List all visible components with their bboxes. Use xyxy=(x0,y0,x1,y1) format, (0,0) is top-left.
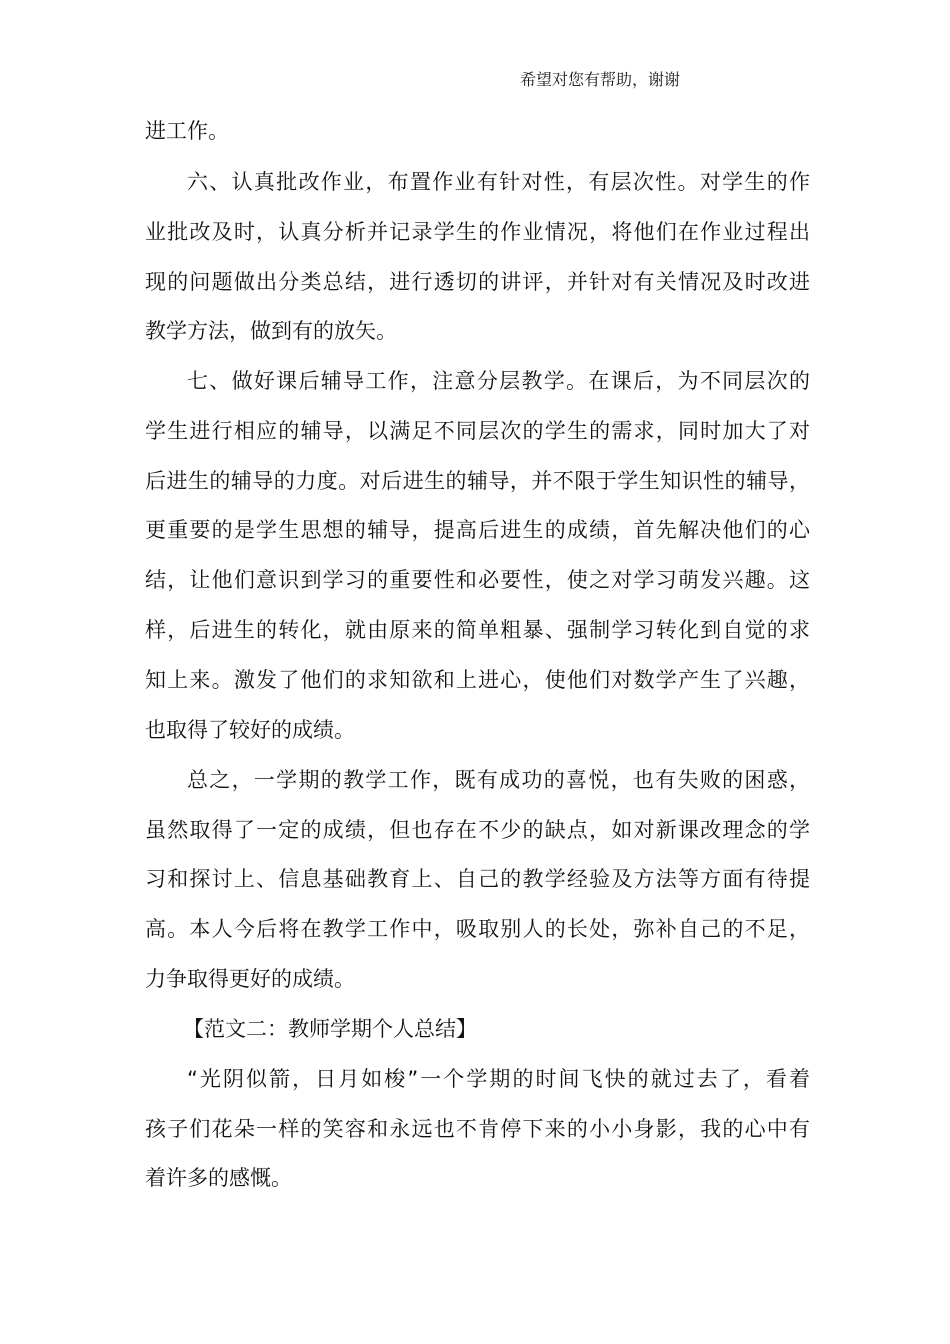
paragraph-line: 更重要的是学生思想的辅导，提高后进生的成绩，首先解决他们的心 xyxy=(145,518,810,542)
paragraph-line: 样，后进生的转化，就由原来的简单粗暴、强制学习转化到自觉的求 xyxy=(145,618,810,642)
paragraph-line: 进工作。 xyxy=(145,119,229,143)
paragraph-line: 知上来。激发了他们的求知欲和上进心，使他们对数学产生了兴趣， xyxy=(145,668,810,692)
paragraph-line: 习和探讨上、信息基础教育上、自己的教学经验及方法等方面有待提 xyxy=(145,867,810,891)
paragraph-line: 高。本人今后将在教学工作中，吸取别人的长处，弥补自己的不足， xyxy=(145,917,810,941)
paragraph-line: 也取得了较好的成绩。 xyxy=(145,718,355,742)
paragraph-line: 业批改及时，认真分析并记录学生的作业情况，将他们在作业过程出 xyxy=(145,220,810,244)
paragraph-line: 虽然取得了一定的成绩，但也存在不少的缺点，如对新课改理念的学 xyxy=(145,818,810,842)
header-note: 希望对您有帮助，谢谢 xyxy=(520,70,681,89)
paragraph-line: 后进生的辅导的力度。对后进生的辅导，并不限于学生知识性的辅导， xyxy=(145,469,810,493)
paragraph-line: 结，让他们意识到学习的重要性和必要性，使之对学习萌发兴趣。这 xyxy=(145,568,810,592)
paragraph-line: 六、认真批改作业，布置作业有针对性，有层次性。对学生的作 xyxy=(187,170,810,194)
paragraph-line: “光阴似箭，日月如梭”一个学期的时间飞快的就过去了，看着 xyxy=(187,1067,810,1091)
paragraph-line: 学生进行相应的辅导，以满足不同层次的学生的需求，同时加大了对 xyxy=(145,419,810,443)
paragraph-line: 教学方法，做到有的放矢。 xyxy=(145,319,397,343)
paragraph-line: 孩子们花朵一样的笑容和永远也不肯停下来的小小身影，我的心中有 xyxy=(145,1117,810,1141)
paragraph-line: 七、做好课后辅导工作，注意分层教学。在课后，为不同层次的 xyxy=(187,369,810,393)
paragraph-line: 总之，一学期的教学工作，既有成功的喜悦，也有失败的困惑， xyxy=(187,768,810,792)
paragraph-line: 现的问题做出分类总结，进行透切的讲评，并针对有关情况及时改进 xyxy=(145,270,810,294)
section-heading: 【范文二：教师学期个人总结】 xyxy=(183,1017,477,1041)
paragraph-line: 力争取得更好的成绩。 xyxy=(145,967,355,991)
paragraph-line: 着许多的感慨。 xyxy=(145,1166,292,1190)
